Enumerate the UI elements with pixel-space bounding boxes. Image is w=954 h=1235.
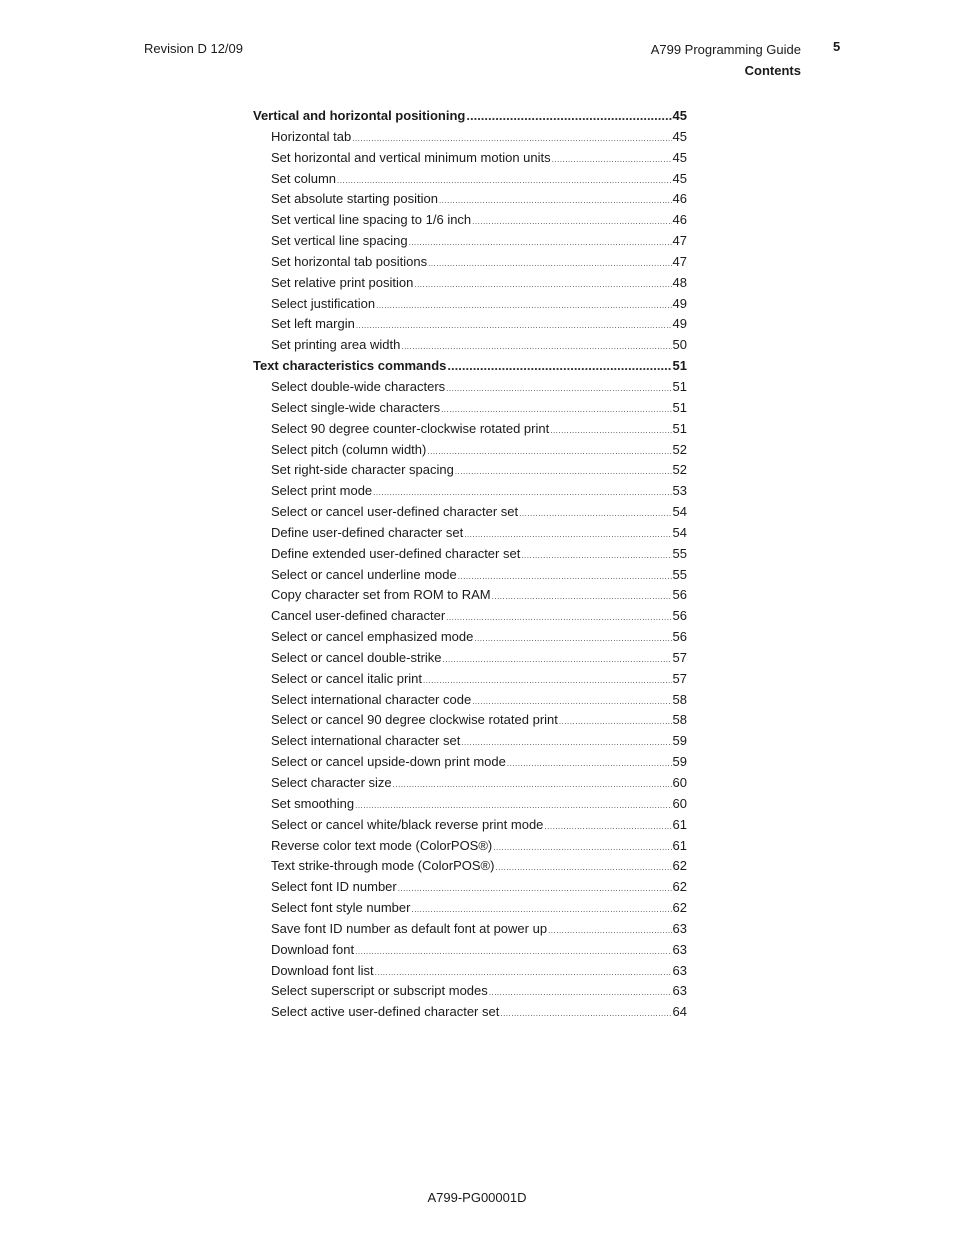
toc-entry[interactable] (253, 379, 687, 400)
toc-entry-page: 62 (672, 858, 687, 874)
dot-leader (393, 780, 672, 789)
dot-leader (409, 238, 672, 247)
dot-leader (427, 447, 671, 456)
dot-leader (414, 280, 671, 289)
guide-title: A799 Programming Guide (650, 42, 801, 57)
toc-entry-page: 49 (672, 295, 687, 311)
toc-entry[interactable] (253, 733, 687, 754)
dot-leader (458, 572, 672, 581)
toc-entry-title: Select or cancel white/black reverse print mode (271, 816, 544, 832)
dot-leader (375, 968, 672, 977)
toc-entry-title: Vertical and horizontal positioning (253, 108, 466, 123)
toc-entry[interactable] (253, 671, 687, 692)
dot-leader (464, 530, 671, 539)
dot-leader (472, 217, 671, 226)
dot-leader (398, 884, 672, 893)
toc-entry-page: 51 (672, 399, 687, 415)
toc-entry[interactable] (253, 650, 687, 671)
toc-entry[interactable] (253, 983, 687, 1004)
toc-entry-title: Select double-wide characters (271, 378, 446, 394)
toc-entry[interactable] (253, 462, 687, 483)
toc-entry-title: Set smoothing (271, 795, 355, 811)
toc-entry-title: Select or cancel 90 degree clockwise rotated print (271, 712, 558, 728)
toc-entry[interactable] (253, 817, 687, 838)
toc-entry[interactable] (253, 191, 687, 212)
toc-entry-page: 53 (672, 483, 687, 499)
toc-entry[interactable] (253, 900, 687, 921)
toc-entry[interactable] (253, 504, 687, 525)
dot-leader (474, 634, 671, 643)
dot-leader (376, 301, 671, 310)
toc-entry-page: 56 (672, 587, 687, 603)
toc-entry-page: 60 (672, 775, 687, 790)
toc-entry-page: 57 (672, 670, 687, 686)
dot-leader (373, 488, 671, 497)
toc-entry[interactable] (253, 400, 687, 421)
toc-entry[interactable] (253, 754, 687, 775)
toc-entry-page: 55 (672, 566, 687, 582)
toc-entry[interactable] (253, 567, 687, 588)
toc-entry-page: 49 (672, 316, 687, 332)
dot-leader (356, 321, 672, 330)
dot-leader (461, 738, 671, 747)
toc-entry[interactable] (253, 692, 687, 713)
toc-entry-page: 61 (672, 816, 687, 832)
toc-entry-title: Select or cancel user-defined character set (271, 504, 519, 520)
toc-entry-page: 62 (672, 900, 687, 916)
toc-entry-page: 59 (672, 754, 687, 770)
toc-entry-page: 45 (672, 170, 687, 186)
toc-entry-page: 52 (672, 462, 687, 478)
toc-entry-title: Download font list (271, 962, 374, 978)
toc-entry-page: 62 (672, 879, 687, 895)
toc-entry[interactable] (253, 275, 687, 296)
toc-entry[interactable] (253, 942, 687, 963)
toc-entry-page: 47 (672, 233, 687, 249)
section-title: Contents (744, 63, 801, 78)
toc-entry-title: Set column (271, 170, 337, 186)
toc-entry-title: Select single-wide characters (271, 399, 441, 415)
toc-section-entry[interactable] (253, 108, 687, 129)
dot-leader (466, 108, 671, 123)
dot-leader (500, 1009, 671, 1018)
toc-entry-title: Set horizontal and vertical minimum motion units (271, 149, 551, 165)
toc-entry[interactable] (253, 233, 687, 254)
toc-entry-title: Set printing area width (271, 337, 401, 353)
toc-entry[interactable] (253, 712, 687, 733)
dot-leader (559, 717, 672, 726)
toc-entry[interactable] (253, 587, 687, 608)
dot-leader (355, 947, 671, 956)
dot-leader (507, 759, 672, 768)
toc-entry-title: Download font (271, 941, 355, 957)
toc-entry-title: Set right-side character spacing (271, 462, 454, 478)
toc-entry-title: Select pitch (column width) (271, 441, 427, 457)
dot-leader (443, 655, 672, 664)
toc-entry-title: Select international character code (271, 691, 472, 707)
dot-leader (521, 551, 671, 560)
toc-entry[interactable] (253, 171, 687, 192)
toc-entry-title: Set horizontal tab positions (271, 253, 428, 269)
toc-entry-page: 51 (672, 378, 687, 394)
toc-entry-page: 56 (672, 608, 687, 624)
toc-entry[interactable] (253, 212, 687, 233)
toc-entry-title: Define extended user-defined character set (271, 545, 521, 561)
toc-entry[interactable] (253, 546, 687, 567)
running-header (651, 39, 801, 81)
dot-leader (401, 342, 671, 351)
dot-leader (428, 259, 671, 268)
toc-entry-page: 50 (672, 337, 687, 353)
document-number: A799-PG00001D (427, 1190, 527, 1205)
dot-leader (493, 843, 671, 852)
dot-leader (472, 697, 671, 706)
toc-entry[interactable] (253, 296, 687, 317)
toc-entry-page: 64 (672, 1004, 687, 1020)
toc-entry[interactable] (253, 337, 687, 358)
toc-entry-title: Set vertical line spacing (271, 233, 408, 249)
toc-entry-page: 45 (672, 149, 687, 165)
toc-entry-title: Text strike-through mode (ColorPOS®) (271, 858, 495, 874)
toc-entry-title: Select print mode (271, 483, 373, 499)
toc-entry-title: Select justification (271, 295, 376, 311)
dot-leader (550, 426, 671, 435)
dot-leader (447, 358, 671, 373)
toc-entry[interactable] (253, 254, 687, 275)
toc-entry-page: 51 (672, 358, 687, 374)
dot-leader (423, 676, 672, 685)
toc-entry-page: 63 (672, 941, 687, 957)
toc-entry-title: Define user-defined character set (271, 524, 464, 540)
table-of-contents (253, 108, 687, 1025)
toc-entry-title: Save font ID number as default font at power up (271, 920, 548, 936)
dot-leader (489, 988, 672, 997)
revision-label: Revision D 12/09 (144, 41, 243, 56)
toc-entry-page: 57 (672, 649, 687, 665)
toc-entry-page: 54 (672, 524, 687, 540)
dot-leader (411, 905, 671, 914)
toc-entry-page: 63 (672, 920, 687, 936)
toc-entry[interactable] (253, 838, 687, 859)
toc-entry[interactable] (253, 921, 687, 942)
dot-leader (446, 384, 671, 393)
toc-entry-title: Set left margin (271, 316, 355, 332)
dot-leader (355, 801, 671, 810)
dot-leader (441, 405, 671, 414)
toc-entry-page: 63 (672, 983, 687, 999)
toc-entry-title: Set absolute starting position (271, 191, 438, 207)
toc-entry[interactable] (253, 963, 687, 984)
toc-entry-title: Reverse color text mode (ColorPOS®) (271, 837, 493, 853)
dot-leader (446, 613, 671, 622)
toc-entry[interactable] (253, 629, 687, 650)
toc-entry[interactable] (253, 129, 687, 150)
toc-entry-page: 51 (672, 420, 687, 436)
toc-entry[interactable] (253, 421, 687, 442)
toc-entry-title: Select font style number (271, 900, 411, 916)
toc-entry-title: Set relative print position (271, 274, 414, 290)
toc-entry[interactable] (253, 879, 687, 900)
toc-entry-page: 54 (672, 504, 687, 520)
toc-entry-page: 55 (672, 545, 687, 561)
toc-entry-page: 60 (672, 795, 687, 811)
toc-entry-page: 63 (672, 962, 687, 978)
toc-entry[interactable] (253, 483, 687, 504)
toc-entry-title: Copy character set from ROM to RAM (271, 587, 491, 603)
toc-entry-title: Text characteristics commands (253, 358, 447, 374)
toc-entry-page: 58 (672, 691, 687, 707)
toc-entry-page: 47 (672, 253, 687, 269)
toc-entry-title: Set vertical line spacing to 1/6 inch (271, 212, 472, 228)
dot-leader (439, 196, 672, 205)
toc-entry-title: Select international character set (271, 733, 461, 749)
toc-entry-title: Select or cancel underline mode (271, 566, 457, 582)
toc-entry-title: Cancel user-defined character (271, 608, 446, 624)
toc-entry-title: Select active user-defined character set (271, 1004, 500, 1020)
page-number: 5 (833, 39, 841, 54)
toc-entry-page: 48 (672, 274, 687, 290)
dot-leader (337, 176, 671, 185)
toc-section-entry[interactable] (253, 358, 687, 379)
dot-leader (495, 863, 671, 872)
toc-entry-title: Select or cancel double-strike (271, 649, 442, 665)
toc-entry-page: 46 (672, 212, 687, 228)
dot-leader (544, 822, 671, 831)
toc-entry-page: 45 (672, 108, 687, 123)
toc-entry-page: 61 (672, 837, 687, 853)
toc-entry-title: Horizontal tab (271, 128, 352, 144)
toc-entry[interactable] (253, 1004, 687, 1025)
toc-entry[interactable] (253, 316, 687, 337)
toc-entry[interactable] (253, 150, 687, 171)
toc-entry-page: 46 (672, 191, 687, 207)
toc-entry-page: 56 (672, 629, 687, 645)
dot-leader (519, 509, 671, 518)
toc-entry[interactable] (253, 525, 687, 546)
toc-entry-title: Select superscript or subscript modes (271, 983, 488, 999)
dot-leader (352, 134, 671, 143)
toc-entry[interactable] (253, 442, 687, 463)
dot-leader (455, 467, 672, 476)
toc-entry-title: Select or cancel emphasized mode (271, 629, 474, 645)
toc-entry[interactable] (253, 775, 687, 796)
dot-leader (548, 926, 671, 935)
toc-entry[interactable] (253, 608, 687, 629)
dot-leader (552, 155, 672, 164)
toc-entry-page: 45 (672, 128, 687, 144)
dot-leader (492, 592, 672, 601)
toc-entry-title: Select 90 degree counter-clockwise rotated print (271, 420, 550, 436)
toc-entry-title: Select character size (271, 775, 392, 790)
toc-entry-title: Select or cancel upside-down print mode (271, 754, 506, 770)
toc-entry-page: 52 (672, 441, 687, 457)
toc-entry[interactable] (253, 858, 687, 879)
toc-entry-page: 59 (672, 733, 687, 749)
toc-entry-title: Select or cancel italic print (271, 670, 423, 686)
toc-entry[interactable] (253, 796, 687, 817)
toc-entry-title: Select font ID number (271, 879, 397, 895)
toc-entry-page: 58 (672, 712, 687, 728)
